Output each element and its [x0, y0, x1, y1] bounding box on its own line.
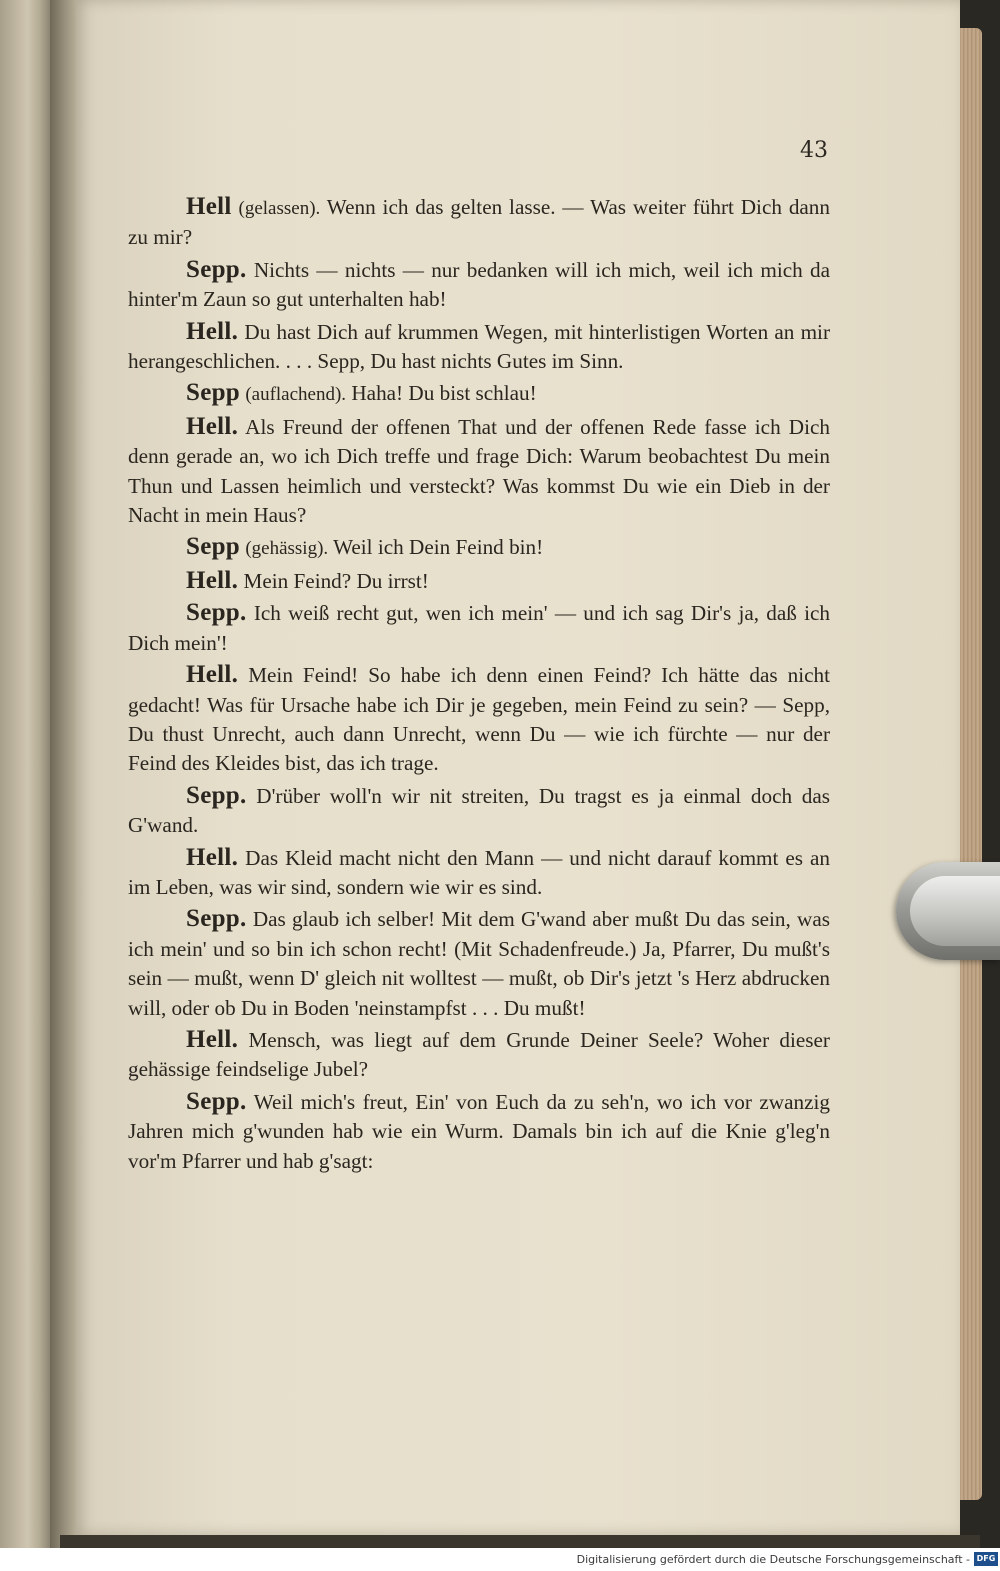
speech-text: Als Freund der offenen That und der offenen Rede fasse ich Dich denn gerade an, wo ich Dich treffe und frage Dich: Warum beobachtest Du mein Thun und Lassen heimlich und versteckt? Was kommst Du wie ein Dieb in der Nacht in mein Haus?	[128, 414, 830, 528]
speech-text: Du hast Dich auf krummen Wegen, mit hinterlistigen Worten an mir herangeschlichen. . . . Sepp, Du hast nichts Gutes im Sinn.	[128, 319, 830, 374]
stage-direction: (gelassen).	[238, 198, 321, 219]
speaker-name: Sepp	[186, 533, 241, 561]
speech-text: Mensch, was liegt auf dem Grunde Deiner Seele? Woher dieser gehässige feindselige Jubel?	[128, 1027, 830, 1082]
speaker-name: Hell.	[186, 412, 239, 440]
speech-text: Mein Feind! So habe ich denn einen Feind? Ich hätte das nicht gedacht! Was für Ursache habe ich Dir je gegeben, mein Feind zu sein? — Sepp, Du thust Unrecht, auch dann Unrecht, wenn Du — wie ich fürchte — nur der Feind des Kleides bist, das ich trage.	[128, 663, 830, 776]
left-page-edge	[0, 0, 50, 1548]
speaker-name: Hell.	[186, 566, 239, 594]
stage-direction: (gehässig).	[245, 538, 329, 560]
speech	[128, 660, 830, 779]
dfg-logo: DFG	[974, 1552, 998, 1566]
speech	[128, 378, 830, 409]
speaker-name: Sepp.	[186, 905, 247, 933]
speaker-name: Hell.	[186, 1025, 239, 1053]
speech	[128, 192, 830, 253]
speech	[128, 255, 830, 315]
page-number: 43	[800, 138, 828, 163]
speaker-name: Hell.	[186, 317, 239, 345]
speaker-name: Sepp.	[186, 599, 247, 627]
page-bottom-shadow	[60, 1535, 980, 1548]
speech-text: Mein Feind? Du irrst!	[243, 568, 429, 593]
speech-text: Weil ich Dein Feind bin!	[333, 535, 544, 560]
speech	[128, 598, 830, 658]
page-edge-stack	[960, 28, 982, 1500]
footer-credit: Digitalisierung gefördert durch die Deutsche Forschungsgemeinschaft -	[576, 1553, 970, 1566]
speech	[128, 317, 830, 377]
page-text	[128, 192, 830, 1178]
speech-text: Das Kleid macht nicht den Mann — und nicht darauf kommt es an im Leben, was wir sind, sondern wie wir es sind.	[128, 845, 830, 899]
speech-text: Nichts — nichts — nur bedanken will ich mich, weil ich mich da hinter'm Zaun so gut unterhalten hab!	[128, 257, 831, 312]
book-gutter	[50, 0, 76, 1548]
speaker-name: Hell.	[186, 661, 239, 689]
speech-text: Weil mich's freut, Ein' von Euch da zu seh'n, wo ich vor zwanzig Jahren mich g'wunden hab wie ein Wurm. Damals bin ich auf die Knie g'leg'n vor'm Pfarrer und hab g'sagt:	[128, 1089, 830, 1173]
speech	[128, 781, 830, 841]
speaker-name: Sepp.	[186, 255, 247, 283]
speech-text: Wenn ich das gelten lasse. — Was weiter führt Dich dann zu mir?	[128, 195, 830, 250]
page-clip-inner	[910, 876, 1000, 946]
speech	[128, 532, 830, 563]
speaker-name: Sepp.	[186, 1087, 247, 1115]
speaker-name: Sepp	[186, 379, 241, 407]
speech	[128, 412, 830, 531]
speech-text: Haha! Du bist schlau!	[351, 381, 537, 406]
speech	[128, 843, 830, 903]
speaker-name: Sepp.	[186, 781, 247, 809]
speech-text: Das glaub ich selber! Mit dem G'wand aber mußt Du das sein, was ich mein' und so bin ich schon recht! (Mit Schadenfreude.) Ja, Pfarrer, Du mußt's sein — mußt, wenn D' gleich nit wolltest — mußt, ob Dir's jetzt 's Herz abdrucken will, oder ob Du in Boden 'neinstampfst . . . Du mußt!	[128, 907, 830, 1020]
stage-direction: (auflachend).	[245, 384, 347, 406]
page-clip	[896, 862, 1000, 960]
speaker-name: Hell	[186, 193, 232, 220]
speech	[128, 1025, 830, 1085]
speech	[128, 904, 830, 1023]
speaker-name: Hell.	[186, 843, 239, 871]
speech	[128, 1087, 830, 1176]
speech	[128, 566, 830, 596]
speech-text: D'rüber woll'n wir nit streiten, Du tragst es ja einmal doch das G'wand.	[128, 783, 831, 838]
speech-text: Ich weiß recht gut, wen ich mein' — und ich sag Dir's ja, daß ich Dich mein'!	[128, 601, 830, 655]
